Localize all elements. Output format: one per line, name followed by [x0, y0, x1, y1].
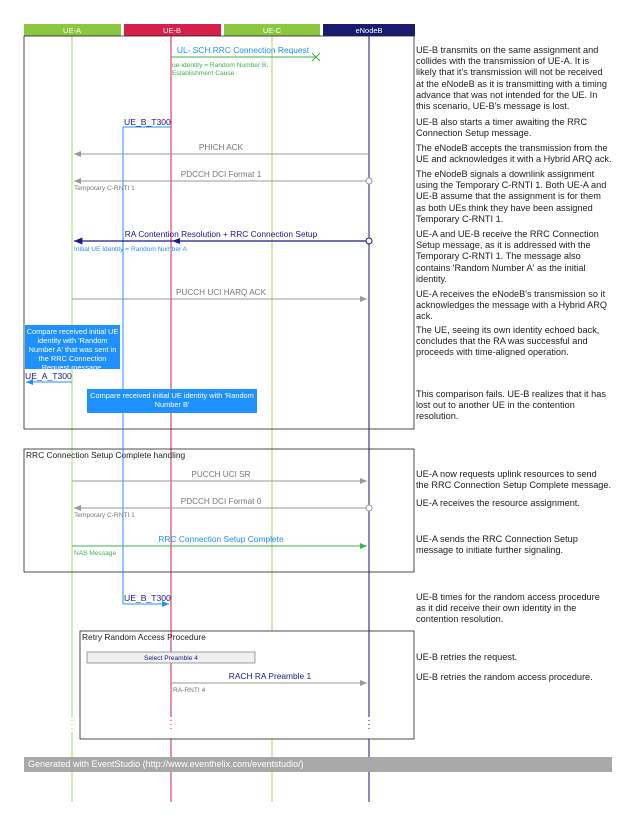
select-preamble-label: Select Preamble 4	[144, 655, 198, 662]
header-ue-c-label: UE-C	[262, 26, 282, 35]
param-nas-message: NAS Message	[74, 550, 117, 557]
label-pdcch-1: PDCCH DCI Format 1	[180, 170, 262, 179]
label-ra-contention: RA Contention Resolution + RRC Connection Setup	[124, 229, 318, 239]
broadcast-origin-icon-2	[366, 238, 372, 244]
note-6: UE-A receives the eNodeB's transmission so it acknowledges the message with a Hybrid ARQ ack.	[416, 289, 607, 322]
label-rach-preamble: RACH RA Preamble 1	[228, 671, 312, 681]
param-ra-rnti: RA-RNTI 4	[173, 687, 206, 694]
note-13: UE-B retries the request.	[416, 652, 518, 662]
note-12: UE-B times for the random access procedure as it did receive their own identity in the contention resolution.	[416, 592, 600, 625]
label-pucch-sr: PUCCH UCI SR	[191, 470, 251, 479]
label-ul-sch-rrc: UL- SCH RRC Connection Request	[176, 45, 310, 55]
label-pdcch-0: PDCCH DCI Format 0	[180, 497, 262, 506]
action-compare-b: Compare received initial UE identity with 'Random Number B'	[87, 389, 257, 413]
note-2: UE-B also starts a timer awaiting the RRC Connection Setup message.	[416, 117, 588, 139]
label-pucch-harq: PUCCH UCI HARQ ACK	[175, 288, 267, 297]
param-ue-identity: ue-identity = Random Number B,	[172, 62, 269, 69]
header-ue-b-label: UE-B	[163, 26, 181, 35]
label-rrc-complete: RRC Connection Setup Complete	[158, 534, 284, 544]
retry-title: Retry Random Access Procedure	[82, 632, 206, 642]
note-9: UE-A now requests uplink resources to send the RRC Connection Setup Complete message.	[416, 469, 612, 491]
broadcast-origin-icon-3	[366, 505, 372, 511]
param-establishment-cause: Establishment Cause	[172, 70, 235, 77]
param-temp-crnti-2: Temporary C-RNTI 1	[74, 512, 135, 519]
param-temp-crnti-1: Temporary C-RNTI 1	[74, 185, 135, 192]
note-1: UE-B transmits on the same assignment and collides with the transmission of UE-A. It is likely that it's transmission will not be received at the eNodeB as it is transmitting with a timing advance that was not intended for the UE. In this scenario, UE-B's message is lost.	[416, 45, 607, 112]
timer-b-start-label: UE_B_T300	[124, 117, 171, 127]
section-title: RRC Connection Setup Complete handling	[26, 450, 186, 460]
timer-a-label: UE_A_T300	[25, 371, 72, 381]
broadcast-origin-icon	[366, 178, 372, 184]
label-phich-ack: PHICH ACK	[198, 143, 244, 152]
param-initial-ue-identity: Initial UE Identity = Random Number A	[74, 246, 188, 253]
note-7: The UE, seeing its own identity echoed back, concludes that the RA was successful and proceeds with time-aligned operation.	[416, 325, 600, 358]
note-5: UE-A and UE-B receive the RRC Connection Setup message, as it is addressed with the Temporary C-RNTI 1. The message also contains 'Random Number A' as the initial identity.	[416, 229, 599, 284]
header-enodeb-label: eNodeB	[355, 26, 383, 35]
action-compare-a: Compare received initial UE identity with 'Random Number A' that was sent in the RRC Connection Request message.	[26, 327, 119, 372]
footer-generated-with: Generated with EventStudio (http://www.eventhelix.com/eventstudio/)	[24, 757, 612, 772]
note-3: The eNodeB accepts the transmission from the UE and acknowledges it with a Hybrid ARQ ack.	[416, 143, 612, 165]
note-10: UE-A receives the resource assignment.	[416, 498, 580, 508]
note-8: This comparison fails. UE-B realizes that it has lost out to another UE in the contention resolution.	[416, 389, 606, 422]
frame-retry	[80, 631, 414, 739]
note-14: UE-B retries the random access procedure.	[416, 672, 593, 682]
timer-b-expire-label: UE_B_T300	[124, 593, 171, 603]
note-11: UE-A sends the RRC Connection Setup message to initiate further signaling.	[416, 534, 578, 556]
header-ue-a-label: UE-A	[63, 26, 81, 35]
note-4: The eNodeB signals a downlink assignment using the Temporary C-RNTI 1. Both UE-A and UE-B assume that the assignment is for them as both UEs think they have been assigned Temporary C-RNTI 1.	[416, 169, 607, 224]
